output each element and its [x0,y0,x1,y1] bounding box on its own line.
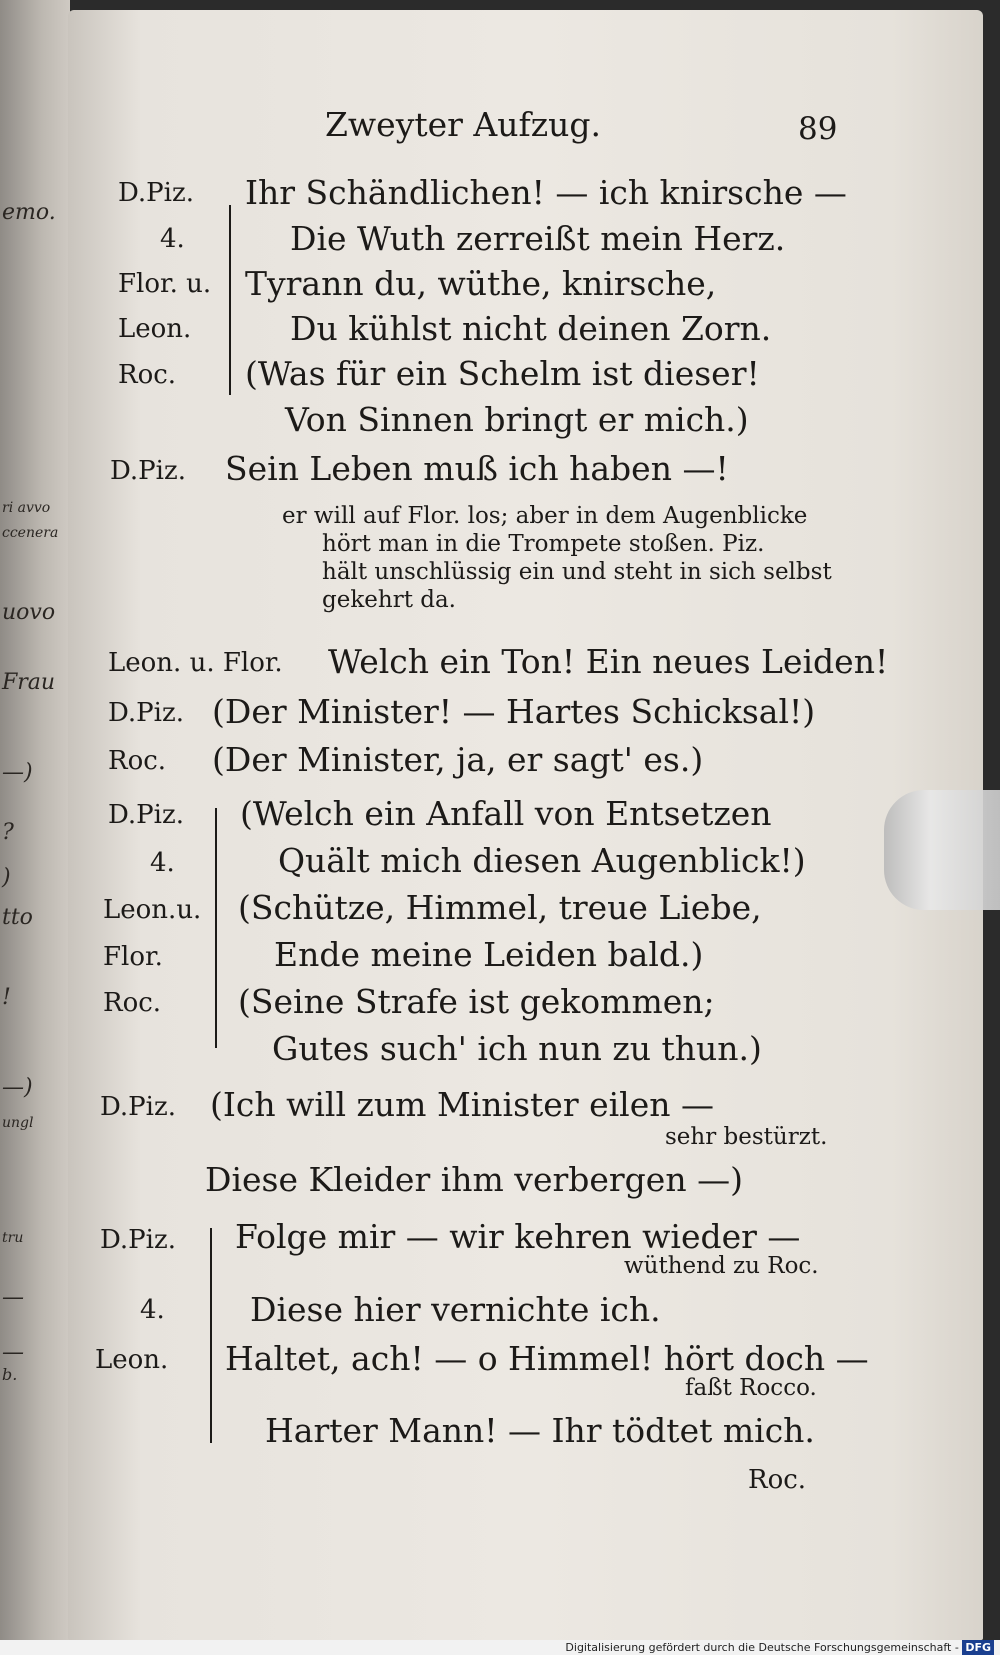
dfg-logo: DFG [962,1640,994,1655]
verse-line: Gutes such' ich nun zu thun.) [272,1029,762,1068]
speaker-label: D.Piz. [108,800,184,830]
verse-line: Du kühlst nicht deinen Zorn. [290,309,772,348]
running-header: Zweyter Aufzug. [325,105,601,144]
verse-line: Welch ein Ton! Ein neues Leiden! [328,642,889,681]
margin-fragment: tru [2,1230,24,1246]
speaker-label: Leon.u. [103,895,202,925]
speaker-brace [229,205,231,395]
margin-fragment: ? [2,820,14,845]
stage-direction: hört man in die Trompete stoßen. Piz. [322,531,765,557]
speaker-label: Leon. u. Flor. [108,648,283,678]
verse-line: Diese hier vernichte ich. [250,1290,661,1329]
verse-line: Tyrann du, wüthe, knirsche, [245,264,717,303]
page-clip [884,790,1000,910]
stage-direction: wüthend zu Roc. [624,1253,819,1279]
margin-fragment: b. [2,1365,18,1384]
verse-line: Diese Kleider ihm verbergen —) [205,1160,743,1199]
speaker-label: D.Piz. [100,1092,176,1122]
verse-line: Quält mich diesen Augenblick!) [278,841,806,880]
margin-fragment: —) [2,1075,33,1100]
margin-fragment: — [2,1340,24,1365]
margin-fragment: Frau [2,670,56,695]
margin-fragment: tto [2,905,33,930]
verse-line: Von Sinnen bringt er mich.) [285,400,749,439]
speaker-label: D.Piz. [100,1225,176,1255]
footer-text: Digitalisierung gefördert durch die Deutsche Forschungsgemeinschaft - [565,1641,959,1654]
left-page-edge [0,0,70,1640]
margin-fragment: ungl [2,1115,34,1131]
verse-line: (Schütze, Himmel, treue Liebe, [238,888,762,927]
margin-fragment: ! [2,985,11,1010]
verse-line: Ihr Schändlichen! — ich knirsche — [245,173,847,212]
verse-line: Harter Mann! — Ihr tödtet mich. [265,1411,815,1450]
verse-line: Die Wuth zerreißt mein Herz. [290,219,786,258]
speaker-label: Leon. [118,314,192,344]
speaker-label: Roc. [108,746,167,776]
footer-bar [0,1640,1000,1655]
speaker-label: D.Piz. [110,456,186,486]
verse-line: (Seine Strafe ist gekommen; [238,982,715,1021]
margin-fragment: ccenera [2,525,59,541]
speaker-label: D.Piz. [108,698,184,728]
verse-line: Haltet, ach! — o Himmel! hört doch — [225,1339,869,1378]
speaker-label: Flor. u. [118,269,212,299]
verse-line: (Welch ein Anfall von Entsetzen [240,794,772,833]
stage-direction: hält unschlüssig ein und steht in sich selbst [322,559,832,585]
speaker-brace [210,1228,212,1443]
verse-line: (Ich will zum Minister eilen — [210,1085,715,1124]
margin-fragment: uovo [2,600,56,625]
verse-line: (Was für ein Schelm ist dieser! [245,354,760,393]
page-number: 89 [798,111,838,147]
verse-line: Folge mir — wir kehren wieder — [235,1217,801,1256]
catchword: Roc. [748,1465,807,1495]
speaker-label: Leon. [95,1345,169,1375]
verse-line: (Der Minister! — Hartes Schicksal!) [212,692,816,731]
verse-line: (Der Minister, ja, er sagt' es.) [212,740,704,779]
speaker-label: Roc. [103,988,162,1018]
margin-fragment: ri avvo [2,500,51,516]
stage-direction: gekehrt da. [322,587,456,613]
margin-fragment: ) [2,865,11,890]
margin-fragment: — [2,1285,24,1310]
stage-direction: er will auf Flor. los; aber in dem Augenblicke [282,503,808,529]
speaker-label: Flor. [103,942,163,972]
stage-direction: faßt Rocco. [685,1375,817,1401]
speaker-label: Roc. [118,360,177,390]
speaker-label: 4. [140,1295,165,1325]
margin-fragment: emo. [2,200,56,225]
stage-direction: sehr bestürzt. [665,1124,828,1150]
speaker-label: D.Piz. [118,178,194,208]
speaker-brace [215,808,217,1048]
speaker-label: 4. [160,224,185,254]
verse-line: Sein Leben muß ich haben —! [225,449,729,488]
speaker-label: 4. [150,848,175,878]
margin-fragment: —) [2,760,33,785]
verse-line: Ende meine Leiden bald.) [274,935,704,974]
